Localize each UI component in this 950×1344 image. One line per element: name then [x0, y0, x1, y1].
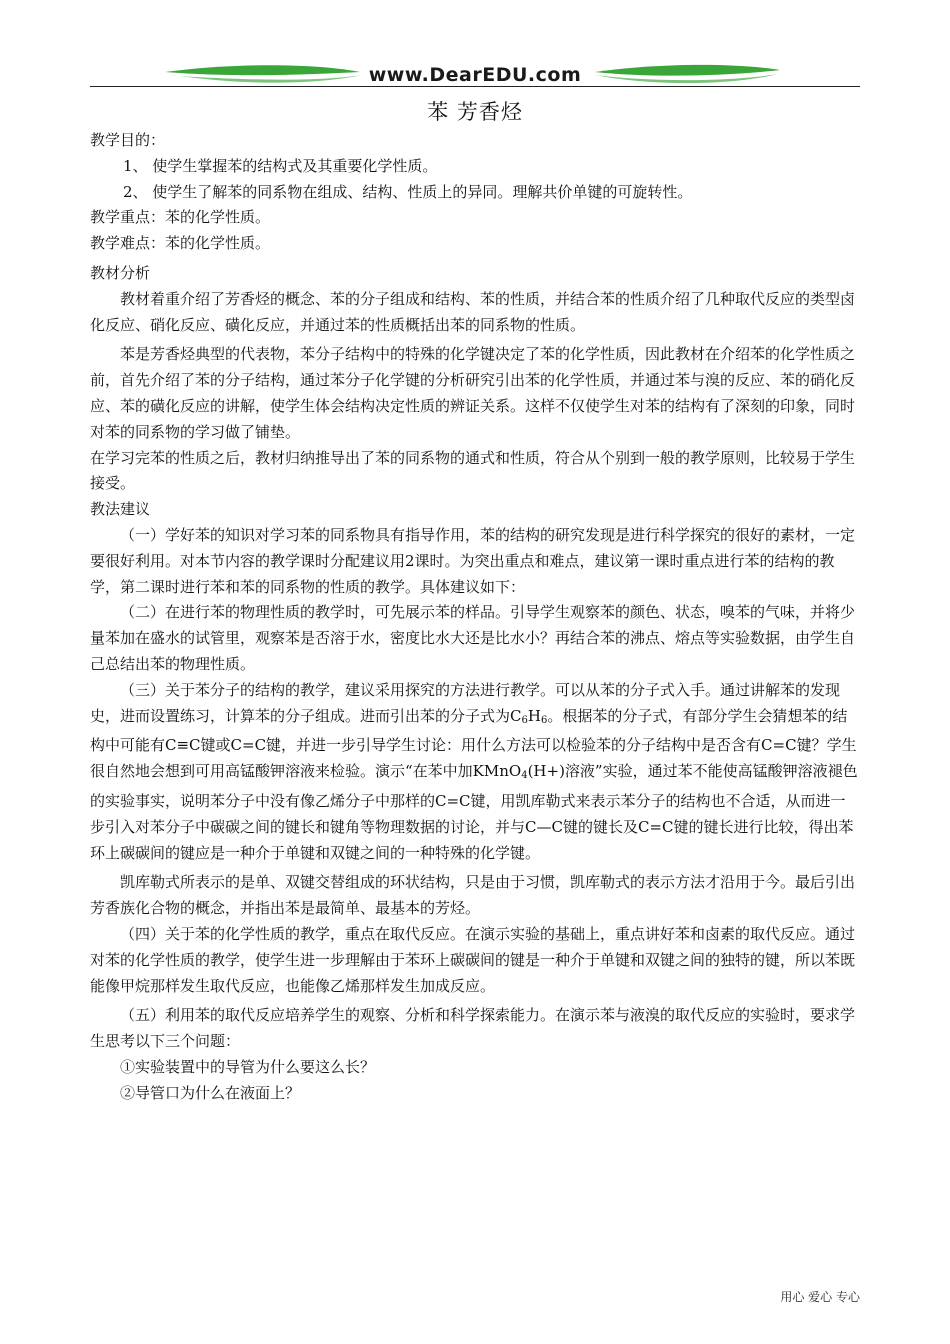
goal-2: 2、 使学生了解苯的同系物在组成、结构、性质上的异同。理解共价单键的可旋转性。	[123, 182, 693, 201]
method-3-text-a: （三）关于苯分子的结构的教学，建议采用探究的方法进行教学。可以从苯的分子式入手。通过讲解苯的发现史，进而设置练习，计算苯的分子组成。进而引出苯的分子式为C	[90, 680, 841, 725]
method-paragraph-5: （五）利用苯的取代反应培养学生的观察、分析和科学探索能力。在演示苯与液溴的取代反应的实验时，要求学生思考以下三个问题：	[90, 1006, 856, 1051]
goal-1: 1、 使学生掌握苯的结构式及其重要化学性质。	[123, 156, 438, 175]
method-heading: 教法建议	[90, 500, 151, 519]
method-paragraph-4: （四）关于苯的化学性质的教学，重点在取代反应。在演示实验的基础上，重点讲好苯和卤素的取代反应。通过对苯的化学性质的教学，使学生进一步理解由于苯环上碳碳间的键是一种介于单键和双键之间的独特的键，所以苯既能像甲烷那样发生取代反应，也能像乙烯那样发生加成反应。	[90, 924, 856, 995]
material-paragraph-2: 苯是芳香烃典型的代表物，苯分子结构中的特殊的化学键决定了苯的化学性质，因此教材在介绍苯的化学性质之前，首先介绍了苯的分子结构，通过苯分子化学键的分析研究引出苯的化学性质，并通过苯与溴的反应、苯的硝化反应、苯的磺化反应的讲解，使学生体会结构决定性质的辨证关系。这样不仅使学生对苯的结构有了深刻的印象，同时对苯的同系物的学习做了铺垫。	[90, 345, 856, 441]
material-paragraph-1: 教材着重介绍了芳香烃的概念、苯的分子组成和结构、苯的性质，并结合苯的性质介绍了几种取代反应的类型卤化反应、硝化反应、磺化反应，并通过苯的性质概括出苯的同系物的性质。	[90, 289, 856, 334]
goals-heading: 教学目的：	[90, 131, 166, 149]
method-paragraph-1: （一）学好苯的知识对学习苯的同系物具有指导作用，苯的结构的研究发现是进行科学探究的很好的素材，一定要很好利用。对本节内容的教学课时分配建议用2课时。为突出重点和难点，建议第一课时重点进行苯的结构的教学，第二课时进行苯和苯的同系物的性质的教学。具体建议如下：	[90, 525, 856, 596]
difficult-point: 教学难点：苯的化学性质。	[90, 234, 271, 253]
document-body	[90, 128, 860, 1106]
method-3-text-d: (H+)溶液”实验，通过苯不能使高锰酸钾溶液褪色的实验事实，说明苯分子中没有像乙烯分子中那样的C=C键，用凯库勒式来表示苯分子的结构也不合适，从而进一步引入对苯分子中碳碳之间的键长和键角等物理数据的讨论，并与C—C键的键长及C=C键的键长进行比较，得出苯环上碳碳间的键应是一种介于单键和双键之间的一种特殊的化学键。	[90, 762, 858, 862]
material-heading: 教材分析	[90, 263, 151, 282]
subscript-oxygen: 4	[521, 770, 528, 782]
site-logo-text: www.DearEDU.com	[368, 64, 582, 86]
subscript-carbon: 6	[521, 714, 528, 726]
method-paragraph-3	[90, 678, 860, 867]
method-paragraph-2: （二）在进行苯的物理性质的教学时，可先展示苯的样品。引导学生观察苯的颜色、状态，嗅苯的气味，并将少量苯加在盛水的试管里，观察苯是否溶于水，密度比水大还是比水小？再结合苯的沸点、熔点等实验数据，由学生自己总结出苯的物理性质。	[90, 603, 856, 673]
method-3-text-c: 。根据苯的分子式，有部分学生会猜想苯的结构中可能有C≡C键或C=C键，并进一步引导学生讨论：用什么方法可以检验苯的分子结构中是否含有C=C键？学生很自然地会想到可用高锰酸钾溶液来检验。演示“在苯中加KMnO	[90, 706, 857, 781]
method-paragraph-3b: 凯库勒式所表示的是单、双键交替组成的环状结构，只是由于习惯，凯库勒式的表示方法才沿用于今。最后引出芳香族化合物的概念，并指出苯是最简单、最基本的芳烃。	[90, 873, 856, 918]
key-point: 教学重点：苯的化学性质。	[90, 208, 271, 227]
question-2: ②导管口为什么在液面上？	[120, 1083, 301, 1102]
material-paragraph-3: 在学习完苯的性质之后，教材归纳推导出了苯的同系物的通式和性质，符合从个别到一般的教学原则，比较易于学生接受。	[90, 448, 856, 493]
question-1: ①实验装置中的导管为什么要这么长？	[120, 1057, 376, 1076]
page-title: 苯 芳香烃	[427, 100, 523, 124]
subscript-hydrogen: 6	[540, 714, 548, 726]
header-rule	[90, 86, 860, 87]
footer-slogan: 用心 爱心 专心	[780, 1290, 860, 1304]
method-3-text-b: H	[527, 706, 541, 725]
